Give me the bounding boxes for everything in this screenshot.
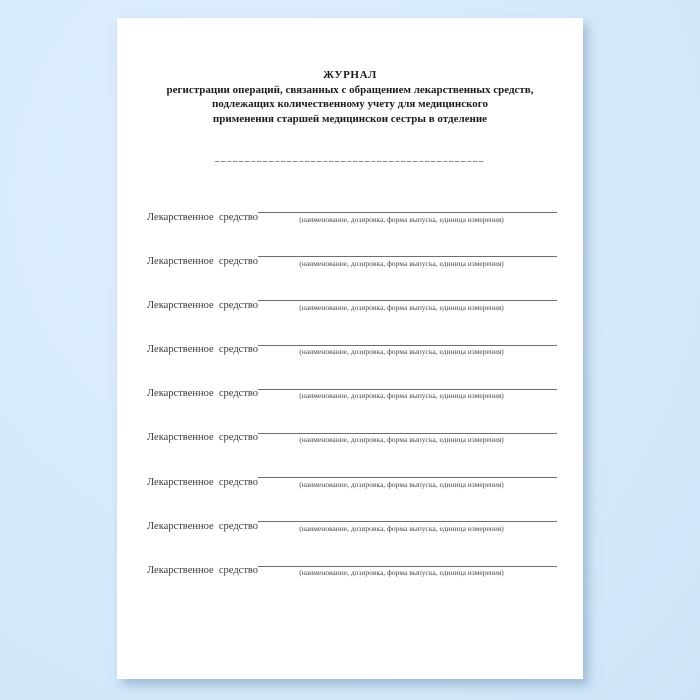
medicine-fill-in-line bbox=[258, 288, 557, 301]
department-fill-in-line bbox=[215, 160, 485, 162]
medicine-row bbox=[147, 288, 557, 312]
medicine-row bbox=[147, 200, 557, 224]
medicine-row-label: Лекарственное средство bbox=[147, 388, 259, 400]
medicine-row-label: Лекарственное средство bbox=[147, 255, 259, 267]
medicine-row bbox=[147, 421, 557, 445]
medicine-row-caption: (наименование, дозировка, форма выпуска, единица измерения) bbox=[299, 347, 504, 357]
document-page bbox=[117, 18, 583, 679]
medicine-row-caption: (наименование, дозировка, форма выпуска, единица измерения) bbox=[299, 258, 504, 268]
medicine-fill-in-line bbox=[258, 244, 557, 257]
medicine-row-label: Лекарственное средство bbox=[147, 520, 259, 532]
medicine-fill-in-line bbox=[258, 421, 557, 434]
medicine-row-caption: (наименование, дозировка, форма выпуска, единица измерения) bbox=[299, 479, 504, 489]
medicine-row-label: Лекарственное средство bbox=[147, 211, 259, 223]
medicine-row-label: Лекарственное средство bbox=[147, 432, 259, 444]
document-title: ЖУРНАЛ bbox=[323, 69, 377, 81]
medicine-row-caption: (наименование, дозировка, форма выпуска, единица измерения) bbox=[299, 523, 504, 533]
medicine-row bbox=[147, 554, 557, 578]
medicine-fill-in-line bbox=[258, 465, 557, 478]
medicine-fill-in-line bbox=[258, 333, 557, 346]
medicine-row bbox=[147, 465, 557, 489]
medicine-row-caption: (наименование, дозировка, форма выпуска, единица измерения) bbox=[299, 568, 504, 577]
medicine-row-caption: (наименование, дозировка, форма выпуска, единица измерения) bbox=[299, 214, 504, 224]
medicine-rows bbox=[117, 200, 583, 577]
medicine-row bbox=[147, 244, 557, 268]
medicine-row-label: Лекарственное средство bbox=[147, 565, 259, 576]
medicine-fill-in-line bbox=[258, 554, 557, 567]
medicine-row-caption: (наименование, дозировка, форма выпуска, единица измерения) bbox=[299, 302, 504, 312]
medicine-row bbox=[147, 377, 557, 401]
medicine-row bbox=[147, 333, 557, 357]
medicine-fill-in-line bbox=[258, 509, 557, 522]
medicine-row-label: Лекарственное средство bbox=[147, 476, 259, 488]
document-subtitle-line-2: подлежащих количественному учету для медицинского bbox=[211, 98, 489, 110]
medicine-row bbox=[147, 509, 557, 533]
medicine-fill-in-line bbox=[258, 200, 557, 213]
document-subtitle-line-1: регистрации операций, связанных с обращением лекарственных средств, bbox=[166, 83, 534, 96]
medicine-fill-in-line bbox=[258, 377, 557, 390]
medicine-row-caption: (наименование, дозировка, форма выпуска, единица измерения) bbox=[299, 391, 504, 401]
medicine-row-caption: (наименование, дозировка, форма выпуска, единица измерения) bbox=[299, 435, 504, 445]
medicine-row-label: Лекарственное средство bbox=[147, 299, 259, 311]
document-header bbox=[117, 68, 583, 126]
medicine-row-label: Лекарственное средство bbox=[147, 344, 259, 356]
document-subtitle-line-3: применения старшей медицинскои сестры в отделение bbox=[212, 112, 488, 125]
